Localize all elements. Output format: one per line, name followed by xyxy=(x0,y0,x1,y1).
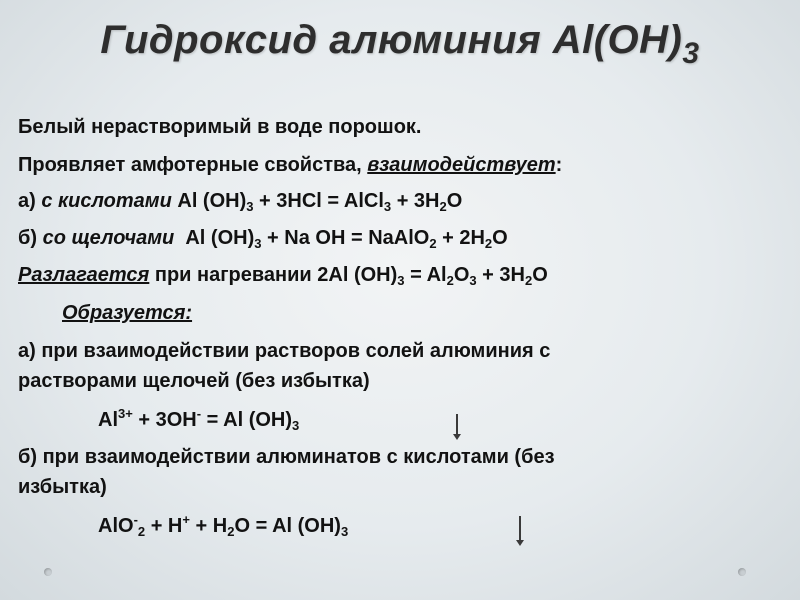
line-text: б) при взаимодействии алюминатов с кислотами (без xyxy=(18,446,555,468)
formula-text: + 2H xyxy=(436,227,485,249)
formula-text: O xyxy=(492,227,508,249)
line-decomposition xyxy=(18,264,548,287)
formula-text: при нагревании 2Al (OH) xyxy=(149,264,398,286)
formula-superscript: + xyxy=(182,512,190,527)
precipitate-arrow-icon xyxy=(519,516,521,542)
formula-text: + 3HCl = AlCl xyxy=(253,190,384,212)
formula-subscript: 2 xyxy=(446,273,454,288)
line-ionic-equation-2 xyxy=(98,512,349,539)
line-alkali-reaction xyxy=(18,227,508,250)
line-emphasis: со щелочами xyxy=(42,227,175,249)
formula-subscript: 2 xyxy=(524,273,533,288)
formula-text: + 3OH xyxy=(132,409,197,431)
formula-text: Al (OH) xyxy=(171,190,247,212)
line-text: б) xyxy=(18,227,43,249)
line-emphasis: Разлагается xyxy=(18,264,150,286)
formula-text: + 3H xyxy=(391,190,440,212)
formula-text: O xyxy=(446,190,463,212)
title-subscript: 3 xyxy=(682,37,700,70)
line-formation-a xyxy=(18,340,550,363)
line-ionic-equation-1 xyxy=(98,406,300,433)
line-text: а) при взаимодействии растворов солей алюминия с xyxy=(18,340,551,362)
formula-text: + H xyxy=(145,515,183,537)
formula-subscript: 3 xyxy=(254,236,262,251)
line-formation-heading xyxy=(62,302,192,325)
formula-superscript: 3+ xyxy=(118,406,133,421)
line-text: растворами щелочей (без избытка) xyxy=(18,370,370,392)
line-emphasis: Образуется: xyxy=(62,302,193,324)
formula-subscript: 2 xyxy=(439,199,447,214)
line-text: Проявляет амфотерные свойства, xyxy=(18,154,368,176)
formula-subscript: 2 xyxy=(227,524,235,539)
formula-subscript: 2 xyxy=(484,236,493,251)
line-formation-b-cont xyxy=(18,476,107,499)
formula-superscript: - xyxy=(133,512,138,527)
formula-text: = Al (OH) xyxy=(201,409,293,431)
formula-subscript: 3 xyxy=(292,418,300,433)
formula-text: AlO xyxy=(98,515,134,537)
line-emphasis: взаимодействует xyxy=(367,154,556,176)
line-description xyxy=(18,116,421,139)
precipitate-arrow-icon xyxy=(456,414,458,436)
formula-subscript: 3 xyxy=(340,524,349,539)
formula-subscript: 2 xyxy=(429,236,437,251)
line-emphasis: с кислотами xyxy=(41,190,172,212)
formula-subscript: 3 xyxy=(383,199,392,214)
formula-subscript: 3 xyxy=(397,273,405,288)
formula-text: Al xyxy=(98,409,118,431)
line-formation-a-cont xyxy=(18,370,370,393)
formula-text: O xyxy=(453,264,470,286)
line-acid-reaction xyxy=(18,190,462,213)
line-text: избытка) xyxy=(18,476,107,498)
formula-subscript: 3 xyxy=(469,273,477,288)
title-text: Гидроксид алюминия Al(OH) xyxy=(100,18,683,62)
formula-text: = Al xyxy=(404,264,447,286)
formula-text: O = Al (OH) xyxy=(234,515,341,537)
formula-subscript: 3 xyxy=(246,199,254,214)
formula-subscript: 2 xyxy=(137,524,146,539)
formula-superscript: - xyxy=(196,406,202,421)
line-formation-b xyxy=(18,446,555,469)
corner-dot-icon xyxy=(738,568,746,576)
formula-text: + H xyxy=(189,515,228,537)
line-text: а) xyxy=(18,190,42,212)
corner-dot-icon xyxy=(44,568,52,576)
formula-text: Al (OH) xyxy=(174,227,255,249)
formula-text: + Na OH = NaAlO xyxy=(261,227,430,249)
line-text: Белый нерастворимый в воде порошок. xyxy=(18,116,422,138)
line-text: : xyxy=(555,154,563,176)
line-amphoteric xyxy=(18,154,562,177)
slide-title xyxy=(0,18,800,70)
formula-text: + 3H xyxy=(476,264,525,286)
formula-text: O xyxy=(532,264,548,286)
